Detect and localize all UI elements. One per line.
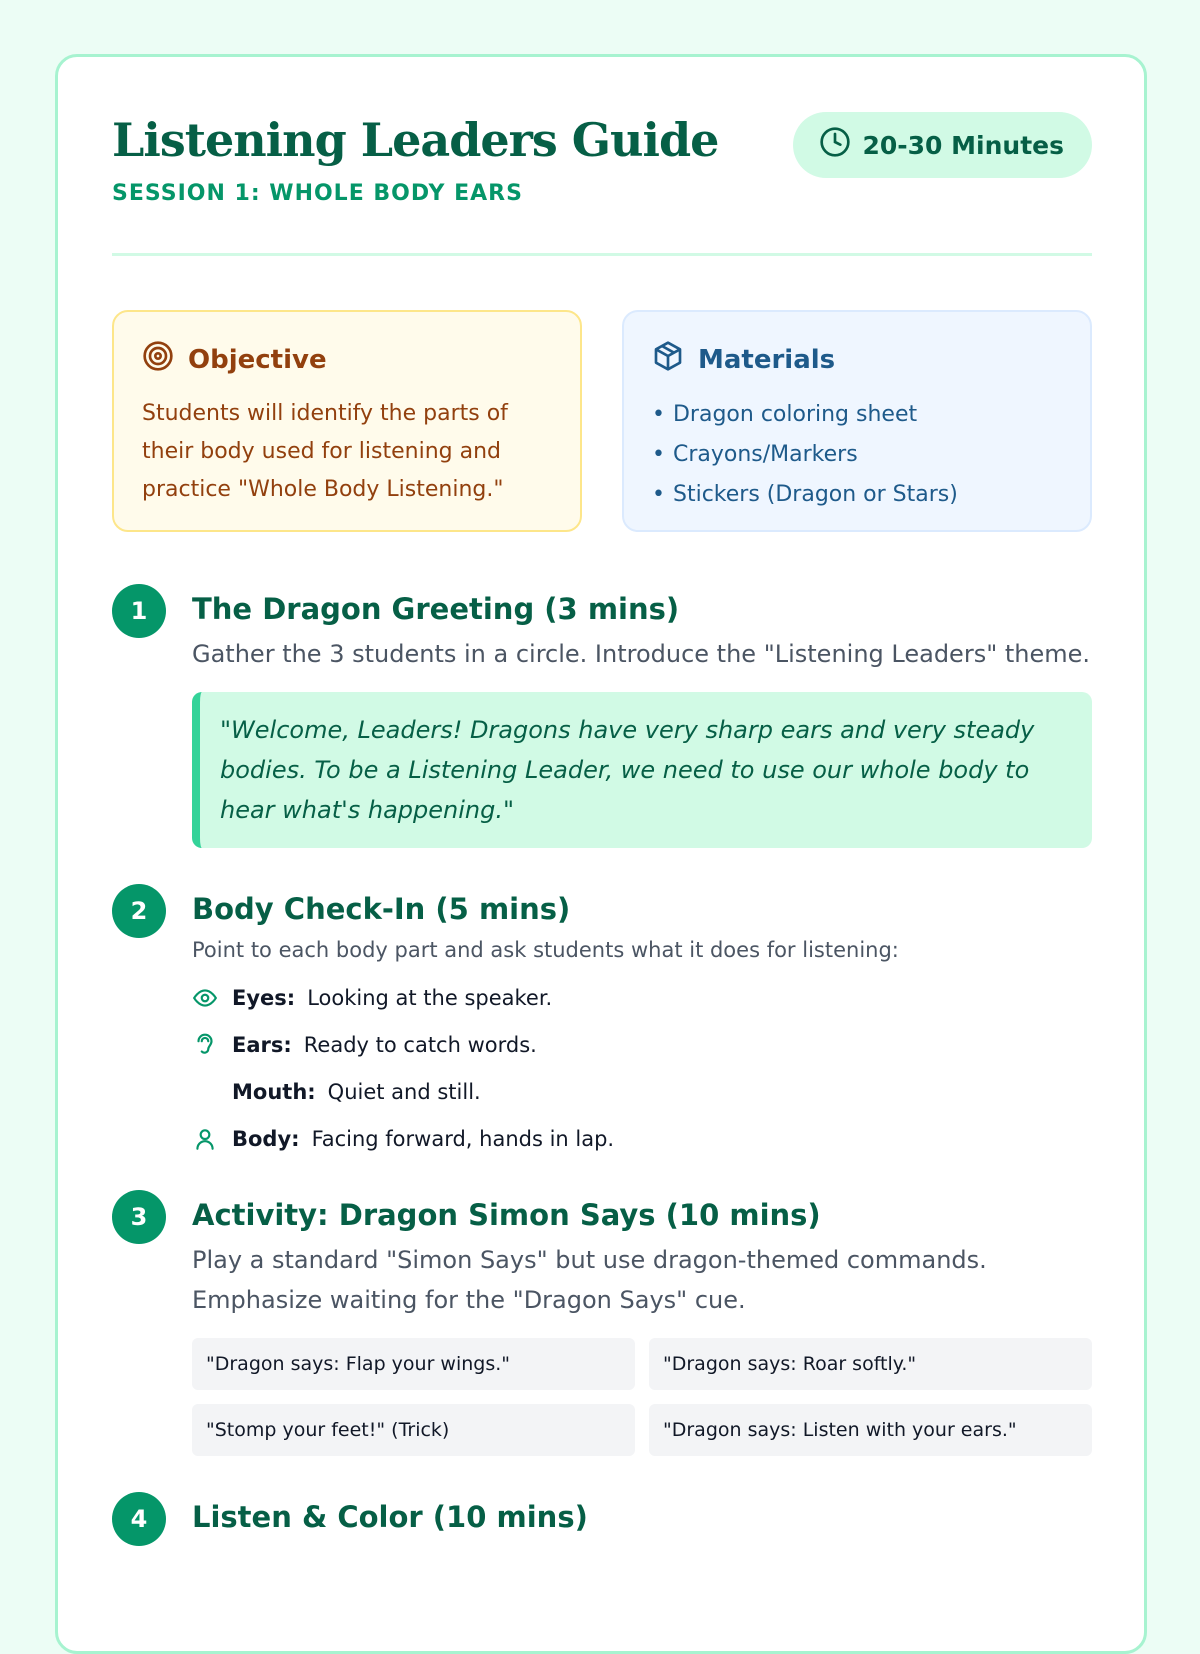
command-item: "Dragon says: Listen with your ears." — [649, 1404, 1092, 1456]
list-item — [192, 1115, 1092, 1162]
objective-heading-label: Objective — [188, 344, 327, 375]
user-icon — [192, 1126, 218, 1152]
ear-icon — [192, 1032, 218, 1058]
part-label: Mouth: — [232, 1079, 316, 1104]
step-text: Point to each body part and ask students what it does for listening: — [192, 938, 899, 962]
clock-icon — [819, 126, 851, 164]
step-2 — [112, 886, 1092, 1162]
header — [112, 57, 1092, 253]
command-item: "Stomp your feet!" (Trick) — [192, 1404, 635, 1456]
eye-icon — [192, 985, 218, 1011]
objective-heading — [142, 340, 552, 379]
part-label: Body: — [232, 1126, 300, 1151]
materials-heading-label: Materials — [698, 344, 836, 375]
commands-grid — [192, 1338, 1092, 1456]
step-text: Gather the 3 students in a circle. Introduce the "Listening Leaders" theme. — [192, 640, 1091, 668]
duration-badge — [793, 112, 1093, 178]
header-divider — [112, 253, 1092, 256]
list-item — [192, 1068, 1092, 1115]
step-title: Activity: Dragon Simon Says (10 mins) — [192, 1198, 821, 1232]
part-description: Ready to catch words. — [303, 1032, 537, 1057]
step-title: The Dragon Greeting (3 mins) — [192, 592, 680, 626]
body-parts-list — [192, 974, 1092, 1162]
list-item: • Dragon coloring sheet — [652, 395, 1062, 435]
step-4 — [112, 1494, 1092, 1540]
part-label: Ears: — [232, 1032, 292, 1057]
target-icon — [142, 340, 174, 379]
list-item — [192, 974, 1092, 1021]
page-title: Listening Leaders Guide — [112, 113, 719, 167]
step-number: 3 — [112, 1190, 166, 1244]
objective-box — [112, 310, 582, 532]
part-description: Looking at the speaker. — [307, 985, 553, 1010]
materials-box — [622, 310, 1092, 532]
info-boxes — [112, 310, 1092, 532]
duration-label: 20-30 Minutes — [862, 130, 1064, 160]
command-item: "Dragon says: Roar softly." — [649, 1338, 1092, 1390]
step-1 — [112, 586, 1092, 848]
step-3 — [112, 1192, 1092, 1456]
part-label: Eyes: — [232, 985, 296, 1010]
blank-icon — [192, 1079, 218, 1105]
step-text: Play a standard "Simon Says" but use dragon-themed commands. Emphasize waiting for the "Dragon Says" cue. — [192, 1246, 987, 1314]
list-item — [192, 1021, 1092, 1068]
materials-heading — [652, 340, 1062, 379]
package-icon — [652, 340, 684, 379]
step-number: 2 — [112, 884, 166, 938]
command-item: "Dragon says: Flap your wings." — [192, 1338, 635, 1390]
step-number: 4 — [112, 1492, 166, 1546]
session-subtitle: SESSION 1: WHOLE BODY EARS — [112, 181, 523, 206]
list-item: • Crayons/Markers — [652, 435, 1062, 475]
part-description: Quiet and still. — [327, 1079, 481, 1104]
materials-list — [652, 395, 1062, 515]
part-description: Facing forward, hands in lap. — [311, 1126, 615, 1151]
guide-card — [55, 54, 1147, 1654]
script-quote: "Welcome, Leaders! Dragons have very sharp ears and very steady bodies. To be a Listening Leader, we need to use our whole body to hear what's happening." — [192, 692, 1092, 848]
list-item: • Stickers (Dragon or Stars) — [652, 475, 1062, 515]
step-title: Body Check-In (5 mins) — [192, 892, 571, 926]
step-number: 1 — [112, 584, 166, 638]
step-title: Listen & Color (10 mins) — [192, 1500, 588, 1534]
objective-text: Students will identify the parts of their body used for listening and practice "Whole Body Listening." — [142, 401, 508, 502]
